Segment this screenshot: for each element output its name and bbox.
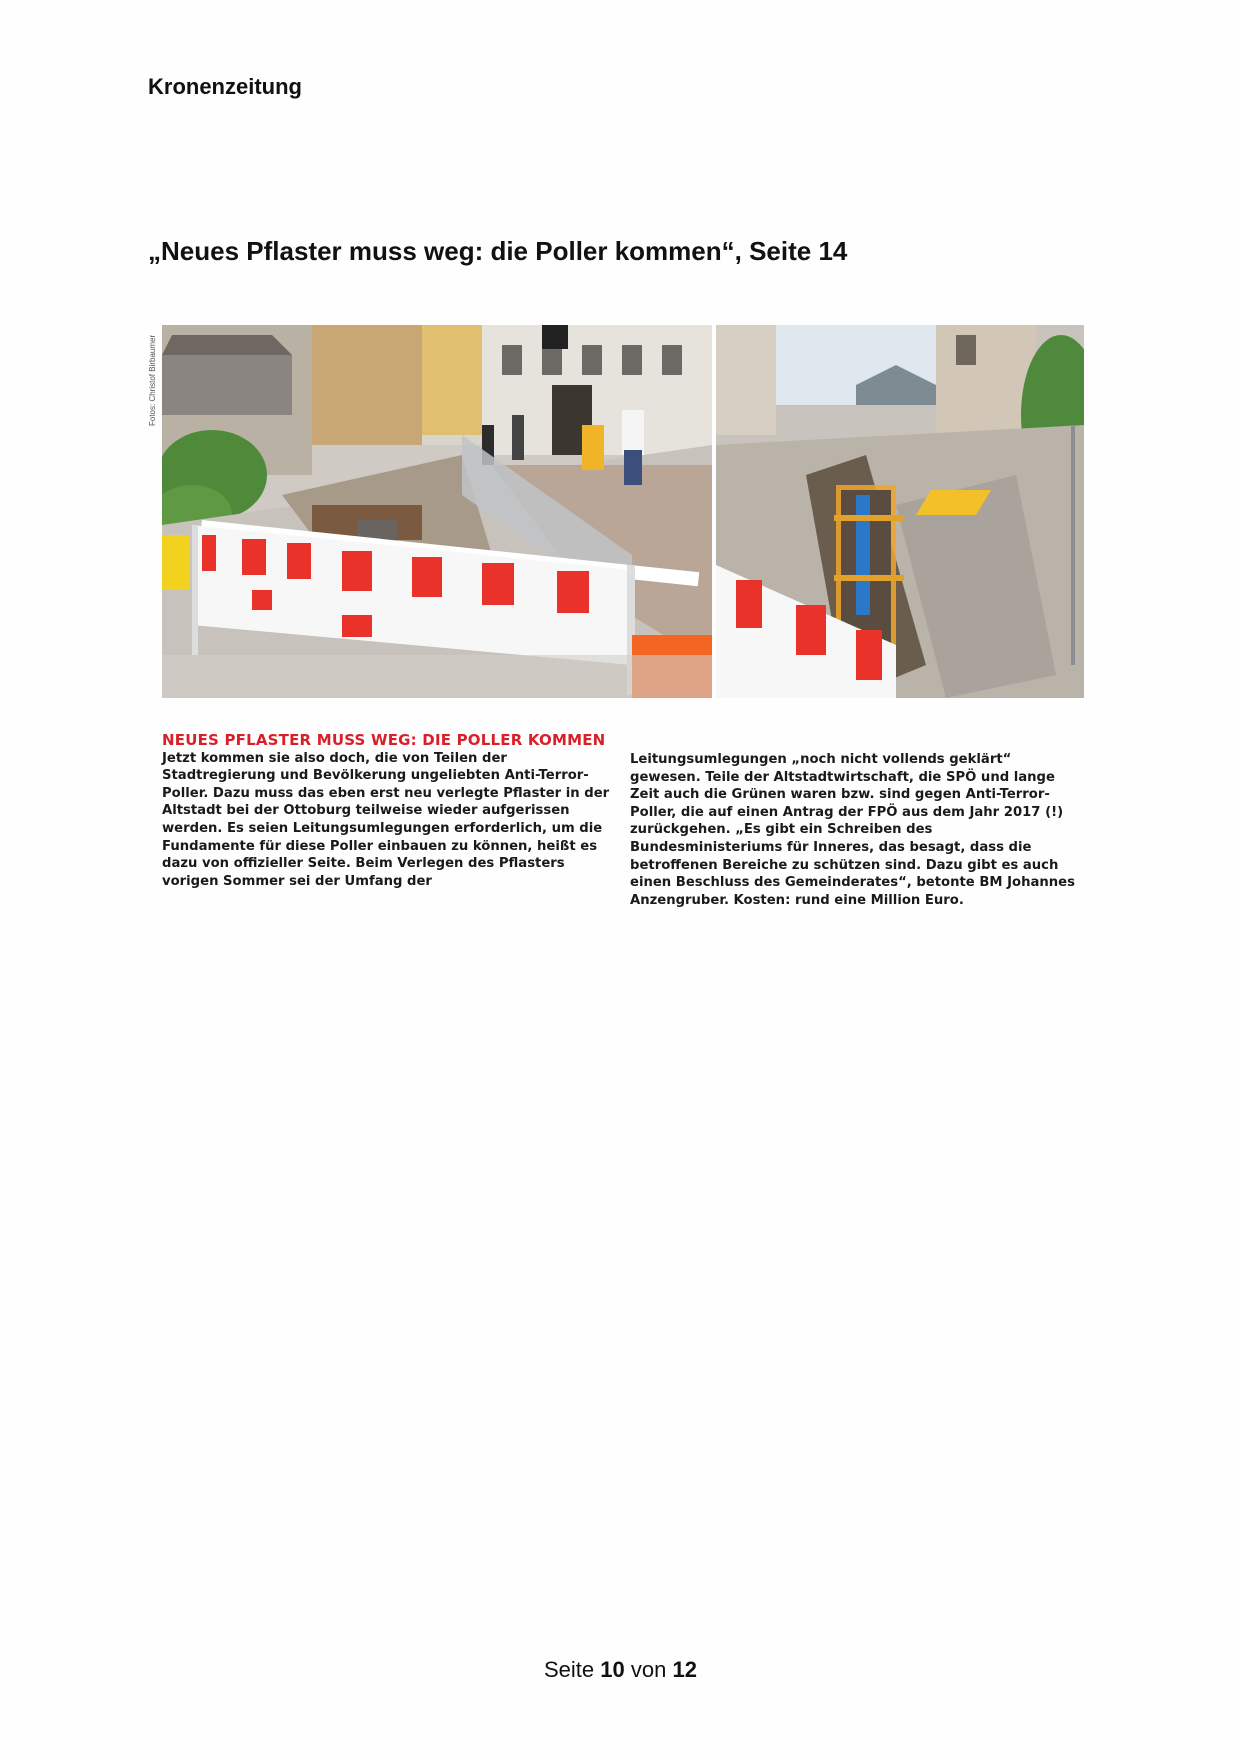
trench-photo xyxy=(716,325,1084,698)
caption-text-right: Leitungsumlegungen „noch nicht vollends geklärt“ gewesen. Teile der Altstadtwirtschaft, die SPÖ und lange Zeit auch die Grünen waren bzw. sind gegen Anti-Terror-Poller, die auf einen Antrag der FPÖ aus dem Jahr 2017 (!) zurückgehen. „Es gibt ein Schreiben des Bundesministeriums für Inneres, das besagt, dass die betroffenen Bereiche zu schützen sind. Dazu gibt es auch einen Beschluss des Gemeinderates“, betonte BM Johannes Anzengruber. Kosten: rund eine Million Euro. xyxy=(630,752,1075,908)
page-number xyxy=(0,1657,1241,1683)
publication-name: Kronenzeitung xyxy=(148,74,302,99)
article-headline: „Neues Pflaster muss weg: die Poller kommen“, Seite 14 xyxy=(148,236,848,266)
page-separator: von xyxy=(630,1657,667,1682)
current-page: 10 xyxy=(600,1657,625,1682)
caption-column-right xyxy=(630,751,1082,909)
caption-title: NEUES PFLASTER MUSS WEG: DIE POLLER KOMMEN xyxy=(162,731,606,749)
trench-illustration xyxy=(716,325,1084,698)
page-prefix: Seite xyxy=(544,1657,595,1682)
photo-strip xyxy=(148,325,1084,698)
caption-column-left xyxy=(162,732,614,890)
newspaper-clipping xyxy=(148,325,1084,908)
photo-credit: Fotos: Christof Birbaumer xyxy=(148,334,157,426)
construction-site-illustration xyxy=(162,325,712,698)
caption-text-left: Jetzt kommen sie also doch, die von Teilen der Stadtregierung und Bevölkerung ungeliebten Anti-Terror-Poller. Dazu muss das eben erst neu verlegte Pflaster in der Altstadt bei der Ottoburg teilweise wieder aufgerissen werden. Es seien Leitungsumlegungen erforderlich, um die Fundamente für diese Poller einbauen zu können, heißt es dazu von offizieller Seite. Beim Verlegen des Pflasters vorigen Sommer sei der Umfang der xyxy=(162,750,610,889)
total-pages: 12 xyxy=(672,1657,697,1682)
construction-site-photo xyxy=(162,325,712,698)
